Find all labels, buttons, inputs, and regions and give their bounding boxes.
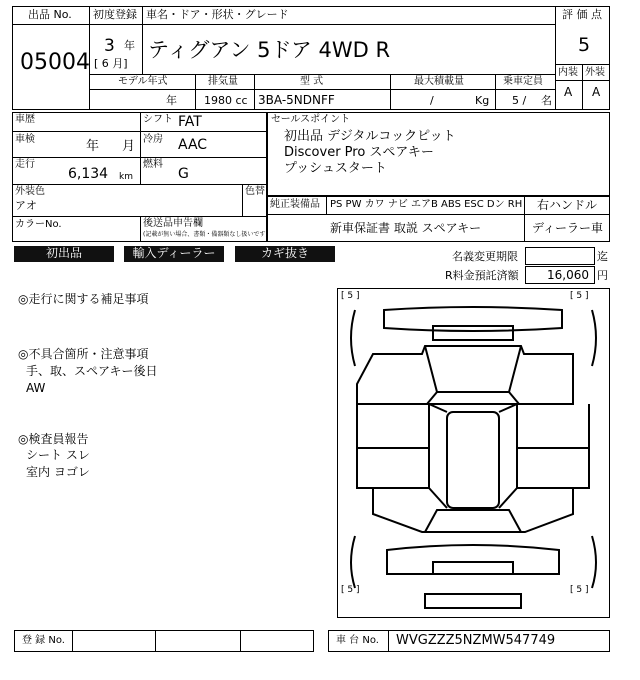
aftermarket-note: (記載が無い場合、書類・備器類なし扱いです) xyxy=(143,231,268,238)
color-change-label: 色替 xyxy=(245,186,265,197)
capacity-value: 5 / xyxy=(512,94,527,107)
divider xyxy=(195,74,196,110)
equipment-value: PS PW カワ ナビ エアB ABS ESC Dン RH xyxy=(330,199,523,210)
inspector-heading: ◎検査員報告 xyxy=(18,432,89,446)
max-load-unit: Kg xyxy=(475,94,490,107)
divider xyxy=(140,112,141,184)
equipment-label: 純正装備品 xyxy=(270,199,320,210)
mileage-label: 走行 xyxy=(15,159,35,170)
car-name-label: 車名・ドア・形状・グレード xyxy=(146,8,289,21)
fuel-value: G xyxy=(178,166,189,182)
tire-tread-front-left: [ 5 ] xyxy=(341,291,360,301)
first-reg-year-unit: 年 xyxy=(124,39,135,52)
divider xyxy=(72,630,73,652)
inspection-label: 車検 xyxy=(15,134,35,145)
divider xyxy=(12,131,267,132)
exterior-grade: A xyxy=(592,85,601,99)
divider xyxy=(89,24,555,25)
divider xyxy=(555,6,556,110)
type-value: 3BA-5NDNFF xyxy=(258,93,335,107)
interior-grade: A xyxy=(564,85,573,99)
divider xyxy=(242,184,243,216)
defects-line: 手、取、スペアキー後日 xyxy=(26,364,158,378)
name-change-box xyxy=(525,247,595,265)
driving-notes-heading: ◎走行に関する補足事項 xyxy=(18,292,149,306)
divider xyxy=(555,80,610,81)
type-label: 型 式 xyxy=(300,76,324,87)
vehicle-outline-diagram xyxy=(337,288,610,618)
divider xyxy=(326,196,327,214)
divider xyxy=(267,214,610,215)
rating-value: 5 xyxy=(578,34,591,56)
inspector-line: シート スレ xyxy=(26,448,90,462)
mileage-value: 6,134 xyxy=(68,166,109,182)
capacity-label: 乗車定員 xyxy=(503,76,543,87)
defects-heading: ◎不具合箇所・注意事項 xyxy=(18,347,149,361)
reg-no-label: 登 録 No. xyxy=(22,635,65,646)
divider xyxy=(89,89,555,90)
tire-tread-rear-right: [ 5 ] xyxy=(570,585,589,595)
badge-key-removed: カギ抜き xyxy=(235,246,335,262)
color-no-label: カラーNo. xyxy=(15,219,62,230)
aircon-label: 冷房 xyxy=(143,134,163,145)
exterior-label: 外装 xyxy=(585,67,605,78)
badge-import-dealer: 輸入ディーラー xyxy=(124,246,224,262)
defects-line: AW xyxy=(26,381,46,395)
displacement-label: 排気量 xyxy=(208,76,238,87)
sales-point-line: 初出品 デジタルコックピット xyxy=(284,129,456,144)
car-name: ティグアン 5ドア 4WD R xyxy=(148,38,391,62)
chassis-label: 車 台 No. xyxy=(336,635,379,646)
divider xyxy=(142,6,143,74)
warranty: 新車保証書 取説 スペアキー xyxy=(330,221,482,235)
recycle-value: 16,060 xyxy=(547,268,589,282)
sales-points-label: セールスポイント xyxy=(271,114,351,125)
divider xyxy=(240,630,241,652)
model-year-unit: 年 xyxy=(166,94,177,107)
model-year-label: モデル年式 xyxy=(118,76,168,87)
dealer: ディーラー車 xyxy=(532,221,604,235)
recycle-unit: 円 xyxy=(597,269,608,282)
exterior-color-value: アオ xyxy=(15,199,37,212)
aircon-value: AAC xyxy=(178,137,208,153)
capacity-unit: 名 xyxy=(541,94,552,107)
divider xyxy=(12,184,267,185)
sales-point-line: Discover Pro スペアキー xyxy=(284,145,434,160)
lot-number: 05004 xyxy=(20,50,90,75)
badge-first-listing: 初出品 xyxy=(14,246,114,262)
first-reg-label: 初度登録 xyxy=(93,8,137,21)
divider xyxy=(390,74,391,110)
inspector-line: 室内 ヨゴレ xyxy=(26,465,90,479)
shift-label: シフト xyxy=(143,114,173,125)
first-reg-month: [ 6 月] xyxy=(94,57,128,70)
first-reg-year: 3 xyxy=(104,36,115,56)
divider xyxy=(12,24,89,25)
inspection-year: 年 xyxy=(86,139,100,154)
max-load-value: / xyxy=(430,94,434,107)
rating-label: 評 価 点 xyxy=(562,8,602,21)
interior-label: 内装 xyxy=(558,67,578,78)
inspection-month: 月 xyxy=(122,139,136,154)
aftermarket-label: 後送品申告欄 xyxy=(143,218,203,229)
divider xyxy=(89,74,555,75)
divider xyxy=(524,196,525,242)
tire-tread-front-right: [ 5 ] xyxy=(570,291,589,301)
history-label: 車歴 xyxy=(15,114,35,125)
divider xyxy=(582,64,583,110)
max-load-label: 最大積載量 xyxy=(414,76,464,87)
shift-value: FAT xyxy=(178,114,202,130)
divider xyxy=(254,74,255,110)
divider xyxy=(12,157,267,158)
fuel-label: 燃料 xyxy=(143,159,163,170)
lot-label: 出品 No. xyxy=(28,8,72,21)
divider xyxy=(495,74,496,110)
divider xyxy=(155,630,156,652)
divider xyxy=(388,630,389,652)
exterior-color-label: 外装色 xyxy=(15,186,45,197)
recycle-label: R料金預託済額 xyxy=(445,269,519,282)
chassis-number: WVGZZZ5NZMW547749 xyxy=(396,633,556,648)
mileage-unit: km xyxy=(119,172,133,182)
steering: 右ハンドル xyxy=(537,198,598,212)
sales-point-line: プッシュスタート xyxy=(284,161,387,176)
displacement-value: 1980 cc xyxy=(204,94,248,107)
name-change-label: 名義変更期限 xyxy=(452,250,518,263)
tire-tread-rear-left: [ 5 ] xyxy=(341,585,360,595)
name-change-unit: 迄 xyxy=(597,250,608,263)
